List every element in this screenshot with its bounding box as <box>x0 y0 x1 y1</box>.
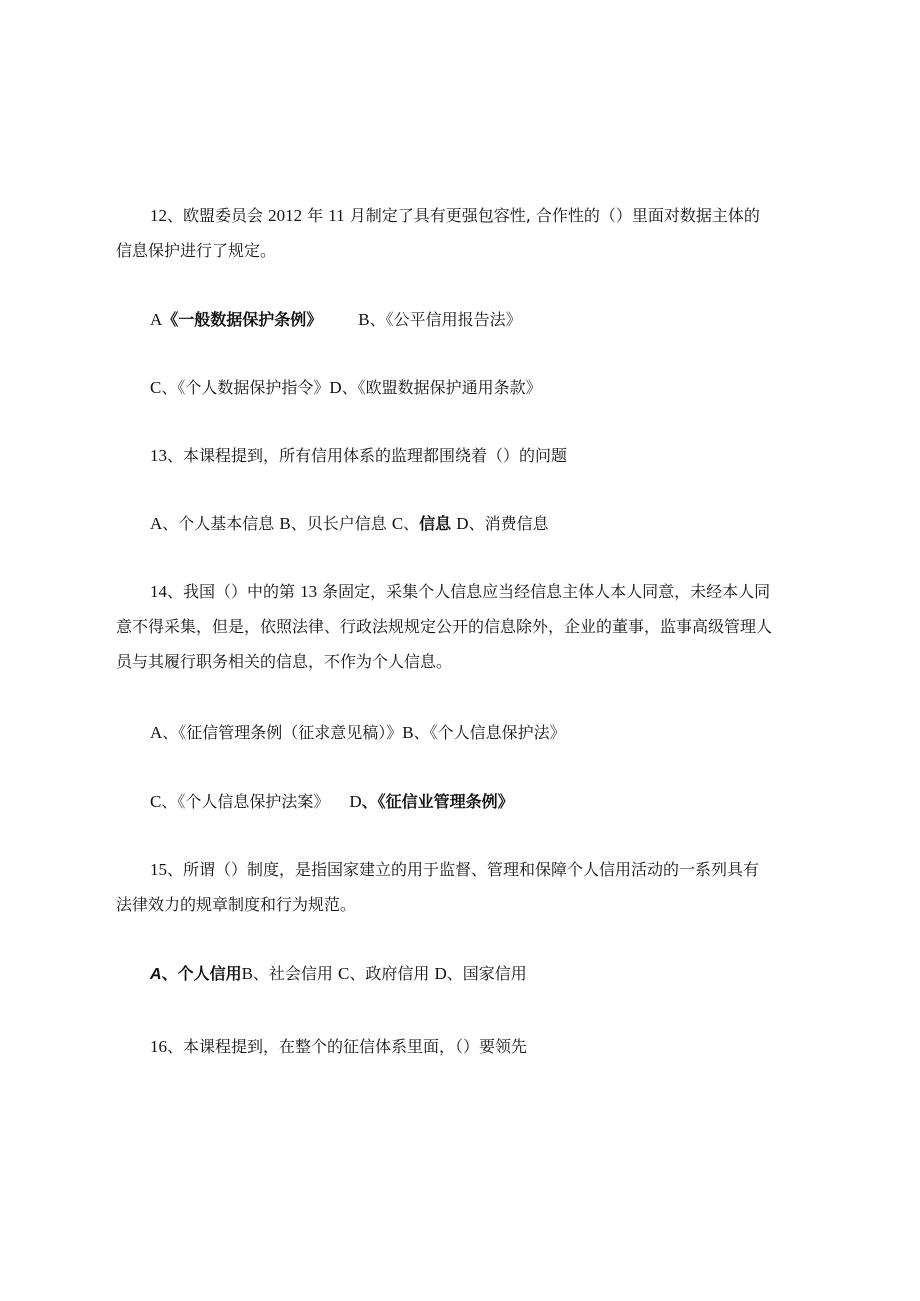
q16-text: 、本课程提到，在整个的征信体系里面，（）要领先 <box>167 1037 528 1056</box>
q14-option-a-text: 、《征信管理条例（征求意见稿）》 <box>162 723 403 742</box>
q12-number: 12 <box>150 206 167 225</box>
q15-text: 、所谓（）制度，是指国家建立的用于监督、管理和保障个人信用活动的一系列具有 <box>167 860 760 879</box>
q15-option-a-text: 、个人信用 <box>161 964 242 983</box>
q15-option-a-letter: A <box>150 966 162 983</box>
q14-article: 13 <box>300 582 318 601</box>
q12-options-cd <box>150 371 850 405</box>
q15-line-1 <box>150 853 850 887</box>
q12-text-c: 月制定了具有更强包容性, 合作性的（）里面对数据主体的 <box>344 206 760 225</box>
q15-option-c-text: 、政府信用 <box>349 964 435 983</box>
q12-option-b-text: 、《公平信用报告法》 <box>369 310 522 329</box>
q12-line-1 <box>150 199 850 233</box>
q13-option-a-text: 、个人基本信息 <box>162 514 280 533</box>
q15-number: 15 <box>150 860 167 879</box>
q13-option-a-letter: A <box>150 514 163 533</box>
q12-text-a: 、欧盟委员会 <box>167 206 269 225</box>
q12-line-2: 信息保护进行了规定。 <box>116 241 277 260</box>
q13-option-b-text: 、贝长户信息 <box>290 514 392 533</box>
q13-option-c-text: 、 <box>403 514 420 533</box>
q12-month: 11 <box>328 206 345 225</box>
q12-option-c-letter: C <box>150 378 162 397</box>
q14-option-a-letter: A <box>150 723 163 742</box>
q12-options-ab <box>150 303 850 337</box>
q13-number: 13 <box>150 446 167 465</box>
q14-option-c-letter: C <box>150 792 162 811</box>
q13-option-d-letter: D <box>456 514 469 533</box>
q13-line-1 <box>150 439 850 473</box>
q14-option-d-letter: D <box>349 792 362 811</box>
q14-options-ab <box>150 716 850 750</box>
q13-options <box>150 507 850 541</box>
q12-option-b-letter: B <box>358 310 370 329</box>
q15-option-b-text: 、社会信用 <box>252 964 339 983</box>
q14-option-b-text: 、《个人信息保护法》 <box>413 723 566 742</box>
q15-option-b-letter: B <box>241 964 253 983</box>
q12-option-a-letter: A <box>150 310 163 329</box>
q14-line-1 <box>150 575 850 609</box>
q14-options-cd <box>150 785 850 819</box>
q13-option-b-letter: B <box>279 514 291 533</box>
q14-text-a: 、我国（）中的第 <box>167 582 301 601</box>
q14-option-c-text: 、《个人信息保护法案》 <box>161 792 330 811</box>
q13-text: 、本课程提到，所有信用体系的监理都围绕着（）的问题 <box>167 446 568 465</box>
q12-option-d-letter: D <box>329 378 342 397</box>
q14-option-d-text: 、《征信业管理条例》 <box>361 792 514 811</box>
q13-option-d-text: 、消费信息 <box>468 514 549 533</box>
q13-option-c-bold: 信息 <box>419 514 452 533</box>
q15-line-2: 法律效力的规章制度和行为规范。 <box>116 895 357 914</box>
q14-text-b: 条固定，采集个人信息应当经信息主体人本人同意，未经本人同 <box>317 582 771 601</box>
q12-text-b: 年 <box>302 206 329 225</box>
q12-year: 2012 <box>268 206 303 225</box>
q16-number: 16 <box>150 1037 167 1056</box>
q15-option-d-text: 、国家信用 <box>446 964 527 983</box>
q12-option-c-text: 、《个人数据保护指令》 <box>161 378 330 397</box>
q15-option-d-letter: D <box>434 964 447 983</box>
q12-option-a-text: 《一般数据保护条例》 <box>162 310 323 329</box>
q15-option-c-letter: C <box>338 964 350 983</box>
q15-options <box>150 957 850 992</box>
q14-line-2: 意不得采集，但是，依照法律、行政法规规定公开的信息除外，企业的董事，监事高级管理人 <box>116 617 773 636</box>
q16-line-1 <box>150 1030 850 1064</box>
q14-line-3: 员与其履行职务相关的信息，不作为个人信息。 <box>116 652 453 671</box>
q14-number: 14 <box>150 582 167 601</box>
q12-option-d-text: 、《欧盟数据保护通用条款》 <box>341 378 542 397</box>
q14-option-b-letter: B <box>402 723 414 742</box>
q13-option-c-letter: C <box>391 514 404 533</box>
